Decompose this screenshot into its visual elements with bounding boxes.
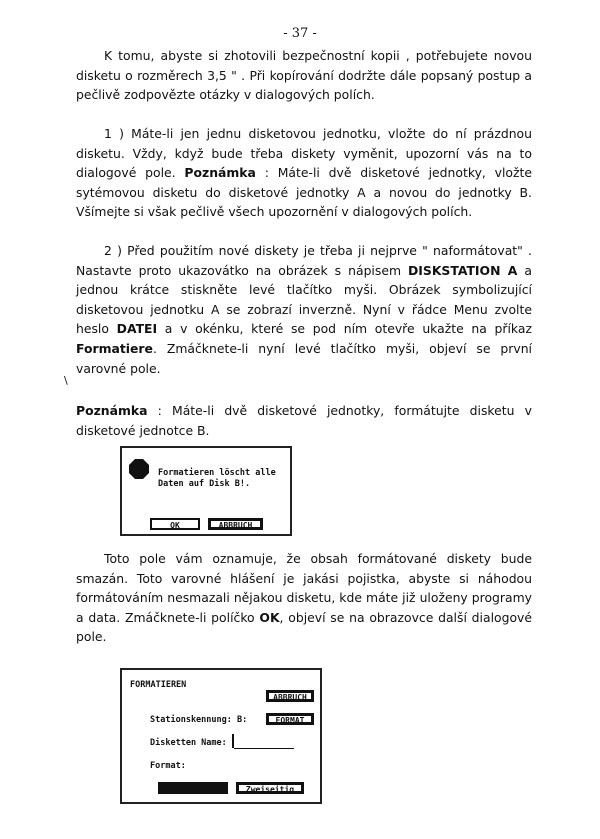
para3-part1: Toto pole vám oznamuje, že obsah formátované diskety bude smazán. Toto varovné hlášení je jakási pojistka, abyste si náhodou formátováním nesmazali nějakou disketu, kde máte již uloženy programy a data. Zmáčknete-li políčko [76,551,532,625]
step2-part3: a v okénku, které se pod ním otevře ukažte na příkaz [157,321,532,337]
note2-body: : Máte-li dvě disketové jednotky, formátujte disketu v disketové jednotce B. [76,403,532,438]
abbruch-button[interactable]: ABBRUCH [208,518,263,530]
note2-label: Poznámka [76,403,148,418]
step2-part2: a jednou krátce stiskněte levé tlačítko myši. Obrázek symbolizující disketovou jednotku A se zobrazí inverzně. Nyní v řádce Menu zvolte heslo [76,262,532,337]
einseitig-button[interactable] [158,782,228,794]
format-row-label-text: Format: [150,761,186,771]
step2-formatiere: Formatiere [76,340,153,356]
format-warning-dialog [120,446,292,536]
stop-icon [128,458,150,480]
para3-paragraph [76,549,532,647]
step2-text [76,241,532,378]
intro-text: K tomu, abyste si zhotovili bezpečnostní kopii , potřebujete novou disketu o rozměrech 3,5 " . Při kopírování dodržte dále popsaný postup a pečlivě zodpovězte otázky v dialogových polích. [76,48,532,103]
step2-diskstation: DISKSTATION A [408,262,518,278]
page-number: - 37 - [283,26,317,41]
intro-paragraph [76,46,532,105]
zweiseitig-button[interactable]: Zweiseitig [236,782,304,794]
disk-name-field[interactable] [234,748,294,749]
disk-name-label: Disketten Name: [150,738,227,748]
format-button[interactable]: FORMAT [266,713,314,725]
para3-ok: OK [259,609,280,625]
step1-paragraph [76,124,532,222]
format-dialog [120,668,322,804]
step1-part1: 1 ) Máte-li jen jednu disketovou jednotku, vložte do ní prázdnou disketu. Vždy, když bude třeba diskety vyměnit, upozorní vás na to dialogové pole. [76,126,532,181]
warning-line1: Formatieren löscht alle [158,468,276,478]
step2-datei: DATEI [116,321,158,337]
step1-note-label: Poznámka [184,165,256,181]
step1-part2: : Máte-li dvě disketové jednotky, vložte sytémovou disketu do disketové jednotky A a novou do jednotky B. Všímejte si však pečlivě všech upozornění v dialogových polích. [76,165,532,220]
step1-text [76,124,532,222]
stray-mark: \ [64,374,68,387]
para3-part2: , objeví se na obrazovce další dialogové pole. [76,609,532,645]
note2-text [76,401,532,440]
text-cursor [232,734,234,748]
ok-button[interactable]: OK [150,518,200,530]
note2-paragraph [76,401,532,440]
format-dialog-title: FORMATIEREN [130,680,187,690]
warning-line2: Daten auf Disk B!. [158,479,251,489]
step2-part1: 2 ) Před použitím nové diskety je třeba ji nejprve " naformátovat" . Nastavte proto ukazovátko na obrázek s nápisem [76,243,532,278]
step2-paragraph [76,241,532,378]
station-label: Stationskennung: B: [150,715,248,725]
step2-part4: . Zmáčknete-li nyní levé tlačítko myši, objeví se první varovné pole. [76,340,532,376]
para3-text [76,549,532,647]
format-row-label [150,761,186,771]
format-abbruch-button[interactable]: ABBRUCH [266,690,314,702]
